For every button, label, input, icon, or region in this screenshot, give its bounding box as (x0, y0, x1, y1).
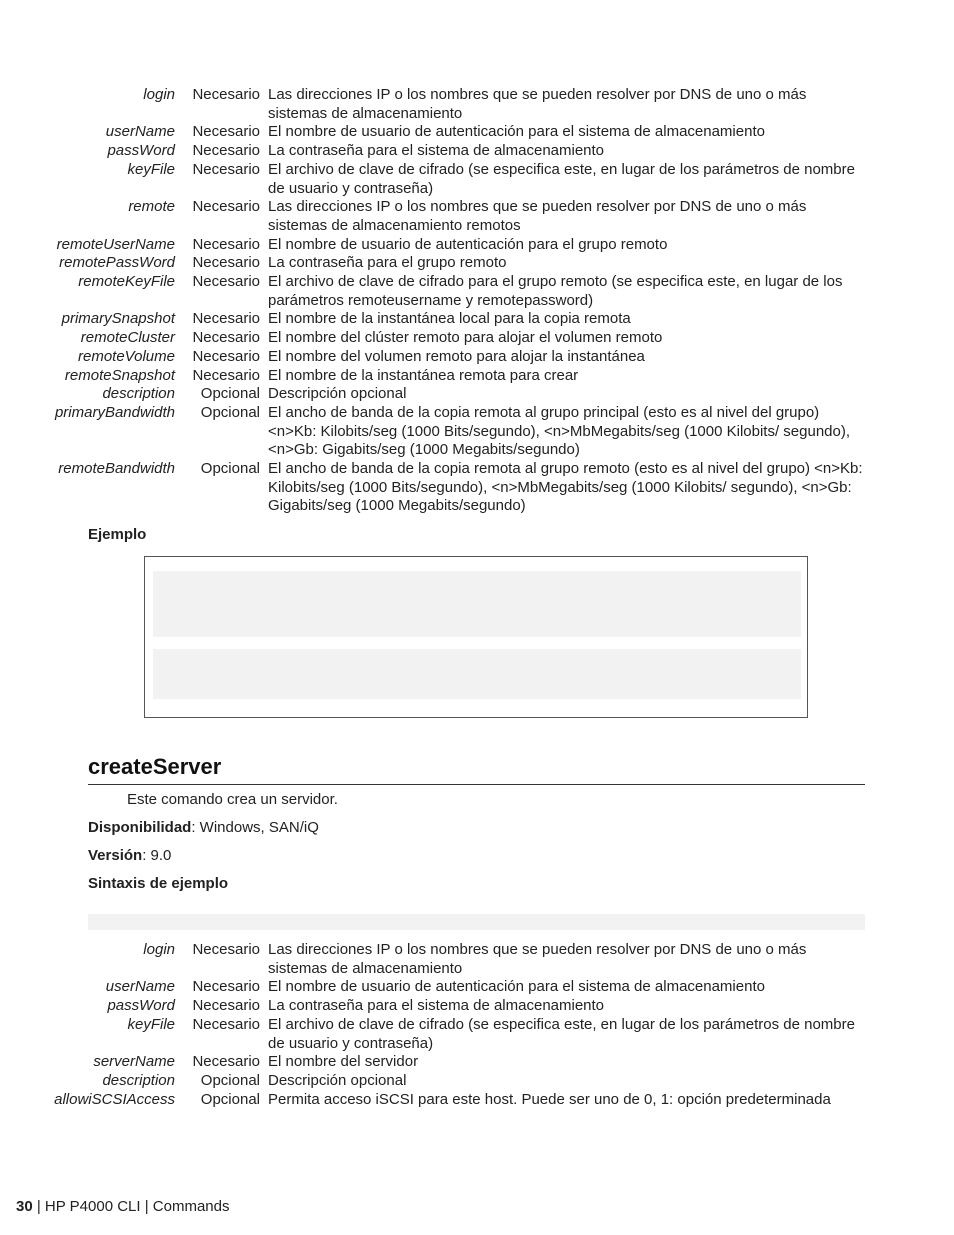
parameter-requirement: Necesario (192, 273, 260, 291)
parameter-requirement: Necesario (192, 366, 260, 384)
parameter-requirement: Necesario (192, 254, 260, 272)
parameter-requirement: Opcional (200, 385, 260, 403)
parameter-requirement: Necesario (192, 86, 260, 103)
parameter-row (0, 236, 954, 255)
parameter-row (0, 329, 954, 348)
parameter-description: La contraseña para el sistema de almacenamiento (268, 142, 605, 160)
parameter-requirement: Opcional (200, 403, 260, 421)
availability-line (88, 819, 319, 836)
parameter-description: El nombre de usuario de autenticación para el sistema de almacenamiento (268, 123, 765, 141)
parameter-name: passWord (107, 997, 175, 1015)
parameter-requirement: Opcional (200, 1071, 260, 1089)
parameter-row (0, 198, 954, 235)
parameter-row (0, 310, 954, 329)
parameter-description: La contraseña para el sistema de almacenamiento (268, 997, 605, 1015)
footer-text: | HP P4000 CLI | Commands (36, 1198, 230, 1215)
parameter-requirement: Necesario (192, 235, 260, 253)
parameter-row (0, 978, 954, 997)
parameter-row (0, 273, 954, 310)
parameter-row (0, 1016, 954, 1053)
parameter-description: El nombre de la instantánea local para la copia remota (268, 310, 631, 328)
parameter-name: primaryBandwidth (54, 403, 175, 421)
syntax-code-bar (88, 914, 865, 930)
page-footer (16, 1198, 229, 1215)
parameter-table-1 (0, 86, 954, 516)
parameter-name: userName (105, 978, 175, 996)
parameter-name: remotePassWord (59, 254, 175, 272)
parameter-description: Las direcciones IP o los nombres que se pueden resolver por DNS de uno o más sistemas de almacenamiento (268, 941, 807, 977)
parameter-name: remoteUserName (56, 235, 175, 253)
parameter-name: serverName (93, 1053, 175, 1071)
parameter-row (0, 941, 954, 978)
parameter-description: Permita acceso iSCSI para este host. Puede ser uno de 0, 1: opción predeterminada (268, 1090, 831, 1108)
parameter-row (0, 460, 954, 516)
parameter-name: remoteSnapshot (64, 366, 175, 384)
parameter-row (0, 367, 954, 386)
parameter-name: remoteVolume (78, 347, 175, 365)
parameter-description: El ancho de banda de la copia remota al grupo remoto (esto es al nivel del grupo) <n>Kb: Kilobits/seg (1000 Bits/segundo), <n>MbMegabits/seg (1000 Kilobits/ segundo), <n>Gb: Gigabits/seg (1000 Megabits/segundo) (268, 460, 863, 515)
parameter-name: keyFile (127, 160, 175, 178)
code-line-1 (153, 571, 801, 637)
parameter-description: El nombre de la instantánea remota para crear (268, 366, 579, 384)
parameter-requirement: Necesario (192, 978, 260, 996)
parameter-requirement: Opcional (200, 460, 260, 478)
parameter-row (0, 1072, 954, 1091)
code-line-2 (153, 649, 801, 699)
syntax-heading: Sintaxis de ejemplo (88, 875, 229, 892)
parameter-row (0, 142, 954, 161)
parameter-row (0, 86, 954, 123)
parameter-requirement: Necesario (192, 997, 260, 1015)
parameter-requirement: Necesario (192, 142, 260, 160)
parameter-name: passWord (107, 142, 175, 160)
example-code-box (144, 556, 808, 718)
version-line (88, 847, 171, 864)
parameter-row (0, 385, 954, 404)
parameter-row (0, 348, 954, 367)
parameter-name: remoteKeyFile (78, 273, 175, 291)
parameter-table-2 (0, 941, 954, 1109)
parameter-name: allowiSCSIAccess (54, 1090, 175, 1108)
parameter-description: El nombre de usuario de autenticación para el grupo remoto (268, 235, 668, 253)
parameter-row (0, 123, 954, 142)
parameter-name: primarySnapshot (61, 310, 175, 328)
parameter-description: El archivo de clave de cifrado (se especifica este, en lugar de los parámetros de nombre de usuario y contraseña) (268, 160, 855, 197)
parameter-description: El ancho de banda de la copia remota al grupo principal (esto es al nivel del grupo) <n>Kb: Kilobits/seg (1000 Bits/segundo), <n>MbMegabits/seg (1000 Kilobits/ segundo), <n>Gb: Gigabits/seg (1000 Megabits/segundo) (268, 403, 851, 459)
parameter-description: Descripción opcional (268, 385, 407, 403)
parameter-description: Las direcciones IP o los nombres que se pueden resolver por DNS de uno o más sistemas de almacenamiento remotos (268, 198, 807, 234)
parameter-description: El nombre del servidor (268, 1053, 419, 1071)
section-intro: Este comando crea un servidor. (127, 791, 338, 808)
parameter-requirement: Necesario (192, 347, 260, 365)
parameter-description: El archivo de clave de cifrado para el grupo remoto (se especifica este, en lugar de los parámetros remoteusername y remotepassword) (268, 273, 843, 309)
parameter-description: El nombre del clúster remoto para alojar el volumen remoto (268, 329, 663, 347)
parameter-description: El nombre de usuario de autenticación para el sistema de almacenamiento (268, 978, 765, 996)
parameter-requirement: Necesario (192, 941, 260, 958)
availability-value: : Windows, SAN/iQ (191, 819, 319, 836)
parameter-row (0, 404, 954, 460)
version-label: Versión (88, 847, 143, 864)
parameter-name: keyFile (127, 1015, 175, 1033)
parameter-row (0, 1053, 954, 1072)
parameter-description: Descripción opcional (268, 1071, 407, 1089)
parameter-requirement: Necesario (192, 329, 260, 347)
parameter-requirement: Necesario (192, 1053, 260, 1071)
example-heading: Ejemplo (88, 526, 147, 543)
parameter-description: El archivo de clave de cifrado (se especifica este, en lugar de los parámetros de nombre de usuario y contraseña) (268, 1015, 855, 1052)
page-number: 30 (16, 1198, 33, 1215)
parameter-name: remoteCluster (80, 329, 175, 347)
availability-label: Disponibilidad (88, 819, 192, 836)
section-title: createServer (88, 754, 222, 779)
parameter-requirement: Opcional (200, 1090, 260, 1108)
parameter-name: userName (105, 123, 175, 141)
parameter-name: description (102, 1071, 175, 1089)
parameter-name: login (143, 941, 175, 958)
parameter-requirement: Necesario (192, 198, 260, 216)
parameter-row (0, 161, 954, 198)
parameter-description: El nombre del volumen remoto para alojar la instantánea (268, 347, 645, 365)
parameter-row (0, 1091, 954, 1110)
section-divider (88, 784, 865, 785)
parameter-name: remote (128, 198, 175, 216)
parameter-requirement: Necesario (192, 1015, 260, 1033)
parameter-requirement: Necesario (192, 123, 260, 141)
parameter-description: Las direcciones IP o los nombres que se pueden resolver por DNS de uno o más sistemas de almacenamiento (268, 86, 807, 122)
parameter-row (0, 254, 954, 273)
version-value: : 9.0 (142, 847, 172, 864)
parameter-name: description (102, 385, 175, 403)
parameter-row (0, 997, 954, 1016)
parameter-requirement: Necesario (192, 160, 260, 178)
parameter-name: login (143, 86, 175, 103)
parameter-requirement: Necesario (192, 310, 260, 328)
parameter-name: remoteBandwidth (58, 460, 175, 478)
parameter-description: La contraseña para el grupo remoto (268, 254, 507, 272)
